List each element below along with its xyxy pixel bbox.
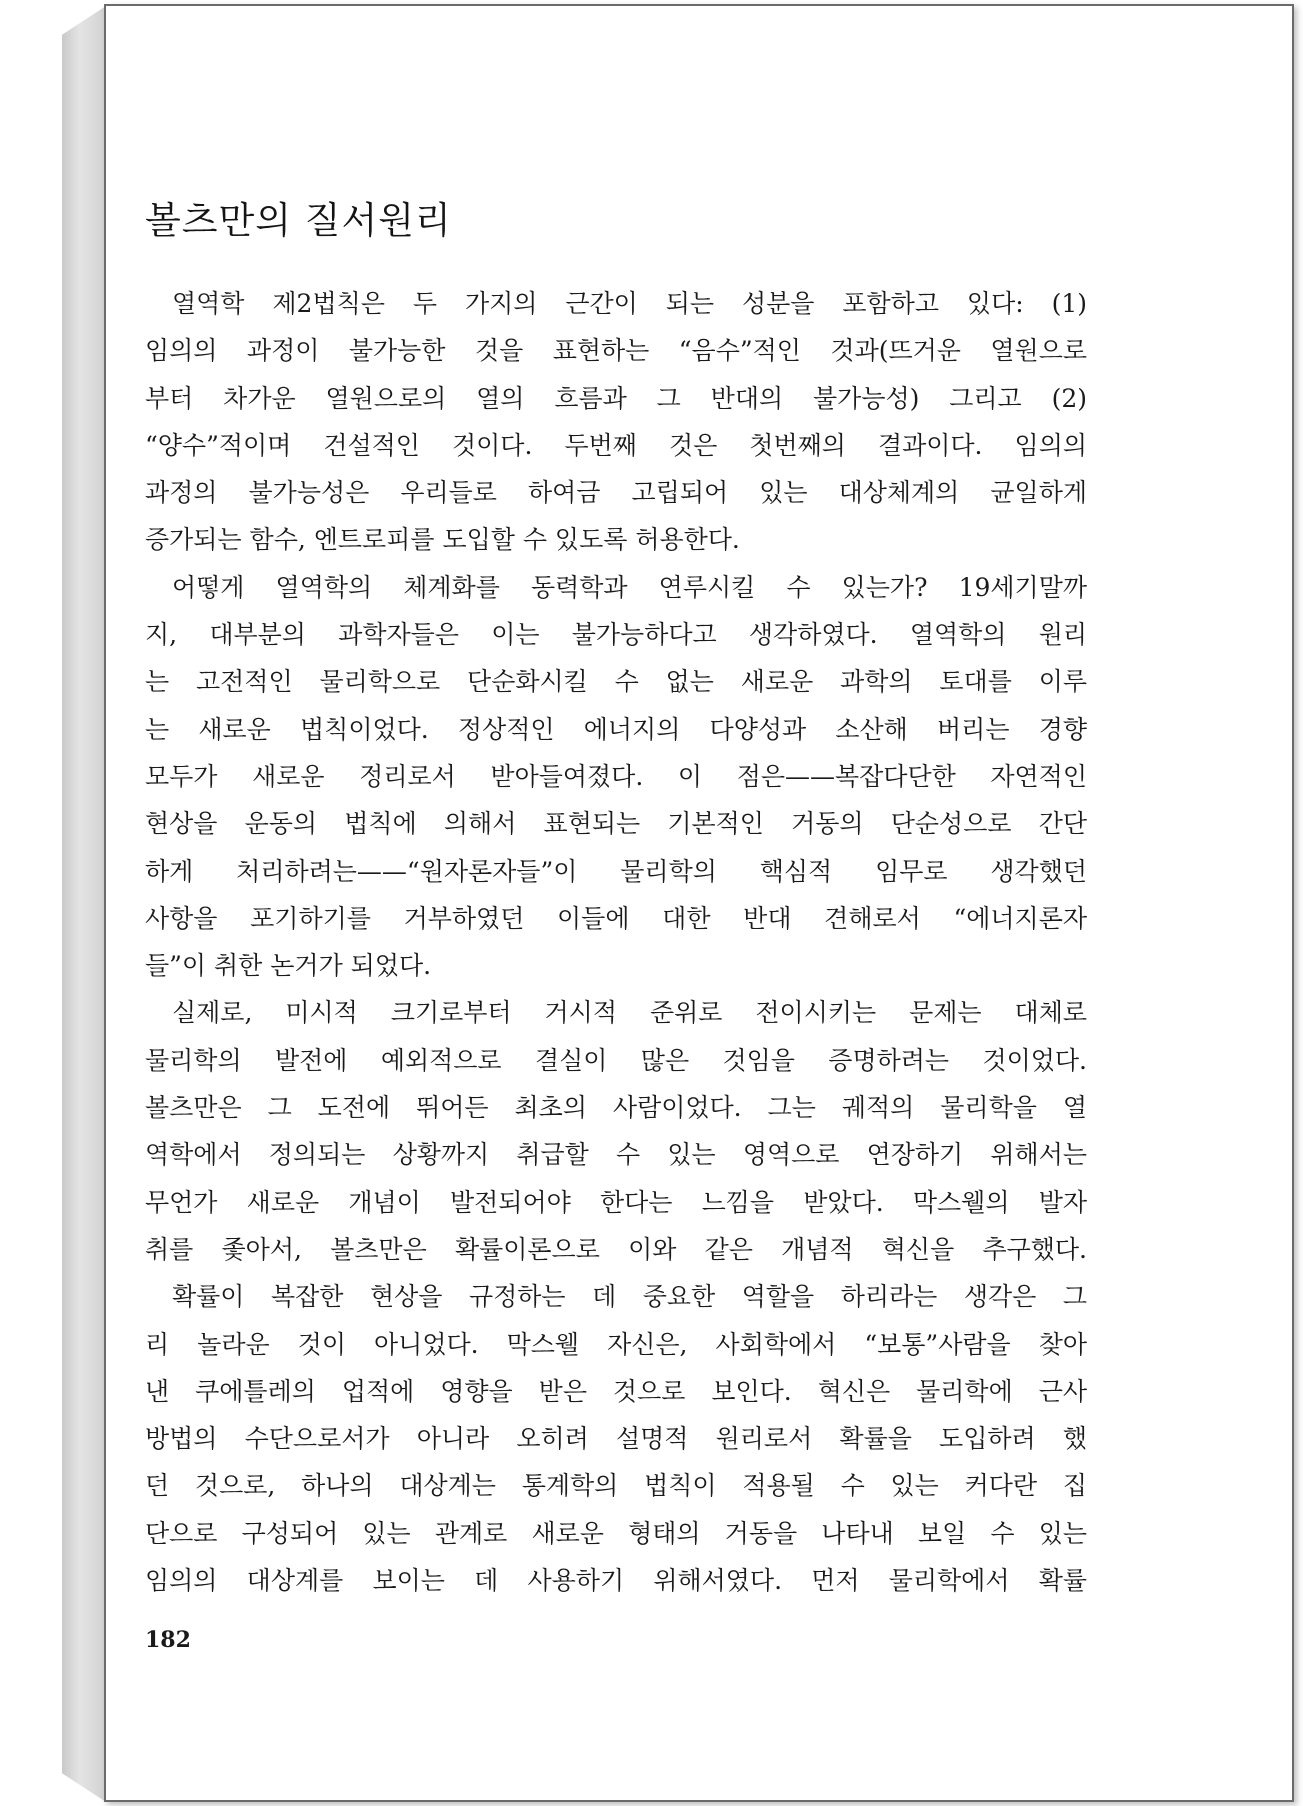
- text-line: 볼츠만은 그 도전에 뛰어든 최초의 사람이었다. 그는 궤적의 물리학을 열: [145, 1093, 1087, 1123]
- text-line: 실제로, 미시적 크기로부터 거시적 준위로 전이시키는 문제는 대체로: [172, 998, 1087, 1028]
- text-line: 들”이 취한 논거가 되었다.: [145, 951, 432, 981]
- text-line: 현상을 운동의 법칙에 의해서 표현되는 기본적인 거동의 단순성으로 간단: [145, 809, 1087, 839]
- text-line: 열역학 제2법칙은 두 가지의 근간이 되는 성분을 포함하고 있다: (1): [172, 289, 1087, 318]
- text-line: 무언가 새로운 개념이 발전되어야 한다는 느낌을 받았다. 막스웰의 발자: [145, 1187, 1087, 1217]
- text-line: 과정의 불가능성은 우리들로 하여금 고립되어 있는 대상체계의 균일하게: [145, 478, 1087, 508]
- paragraph: [145, 280, 1087, 564]
- text-line: “양수”적이며 건설적인 것이다. 두번째 것은 첫번째의 결과이다. 임의의: [145, 430, 1087, 460]
- text-line: 역학에서 정의되는 상황까지 취급할 수 있는 영역으로 연장하기 위해서는: [145, 1140, 1087, 1170]
- paragraph: [145, 564, 1087, 990]
- text-line: 임의의 대상계를 보이는 데 사용하기 위해서였다. 먼저 물리학에서 확률: [145, 1566, 1087, 1596]
- book-spine: [62, 6, 106, 1802]
- body-text: [145, 280, 1087, 1604]
- text-line: 증가되는 함수, 엔트로피를 도입할 수 있도록 허용한다.: [145, 525, 740, 555]
- text-line: 던 것으로, 하나의 대상계는 통계학의 법칙이 적용될 수 있는 커다란 집: [145, 1471, 1087, 1501]
- text-line: 취를 좇아서, 볼츠만은 확률이론으로 이와 같은 개념적 혁신을 추구했다.: [145, 1234, 1087, 1264]
- page-title: 볼츠만의 질서원리: [145, 199, 452, 242]
- paragraph: [145, 1273, 1087, 1604]
- text-line: 는 새로운 법칙이었다. 정상적인 에너지의 다양성과 소산해 버리는 경향: [145, 714, 1087, 744]
- text-line: 방법의 수단으로서가 아니라 오히려 설명적 원리로서 확률을 도입하려 했: [145, 1424, 1087, 1454]
- text-line: 하게 처리하려는——“원자론자들”이 물리학의 핵심적 임무로 생각했던: [145, 856, 1087, 886]
- text-line: 물리학의 발전에 예외적으로 결실이 많은 것임을 증명하려는 것이었다.: [145, 1045, 1087, 1075]
- text-line: 는 고전적인 물리학으로 단순화시킬 수 없는 새로운 과학의 토대를 이루: [145, 667, 1087, 697]
- text-line: 모두가 새로운 정리로서 받아들여졌다. 이 점은——복잡다단한 자연적인: [145, 761, 1087, 791]
- text-line: 어떻게 열역학의 체계화를 동력학과 연루시킬 수 있는가? 19세기말까: [172, 572, 1087, 602]
- text-line: 단으로 구성되어 있는 관계로 새로운 형태의 거동을 나타내 보일 수 있는: [145, 1518, 1087, 1548]
- page-number: 182: [145, 1627, 191, 1653]
- text-line: 지, 대부분의 과학자들은 이는 불가능하다고 생각하였다. 열역학의 원리: [145, 620, 1087, 650]
- text-line: 낸 쿠에틀레의 업적에 영향을 받은 것으로 보인다. 혁신은 물리학에 근사: [145, 1376, 1087, 1406]
- text-line: 임의의 과정이 불가능한 것을 표현하는 “음수”적인 것과(뜨거운 열원으로: [145, 336, 1087, 366]
- text-line: 사항을 포기하기를 거부하였던 이들에 대한 반대 견해로서 “에너지론자: [145, 903, 1087, 933]
- text-line: 리 놀라운 것이 아니었다. 막스웰 자신은, 사회학에서 “보통”사람을 찾아: [145, 1329, 1087, 1359]
- paragraph: [145, 989, 1087, 1273]
- text-line: 부터 차가운 열원으로의 열의 흐름과 그 반대의 불가능성) 그리고 (2): [145, 383, 1087, 413]
- text-line: 확률이 복잡한 현상을 규정하는 데 중요한 역할을 하리라는 생각은 그: [172, 1282, 1087, 1312]
